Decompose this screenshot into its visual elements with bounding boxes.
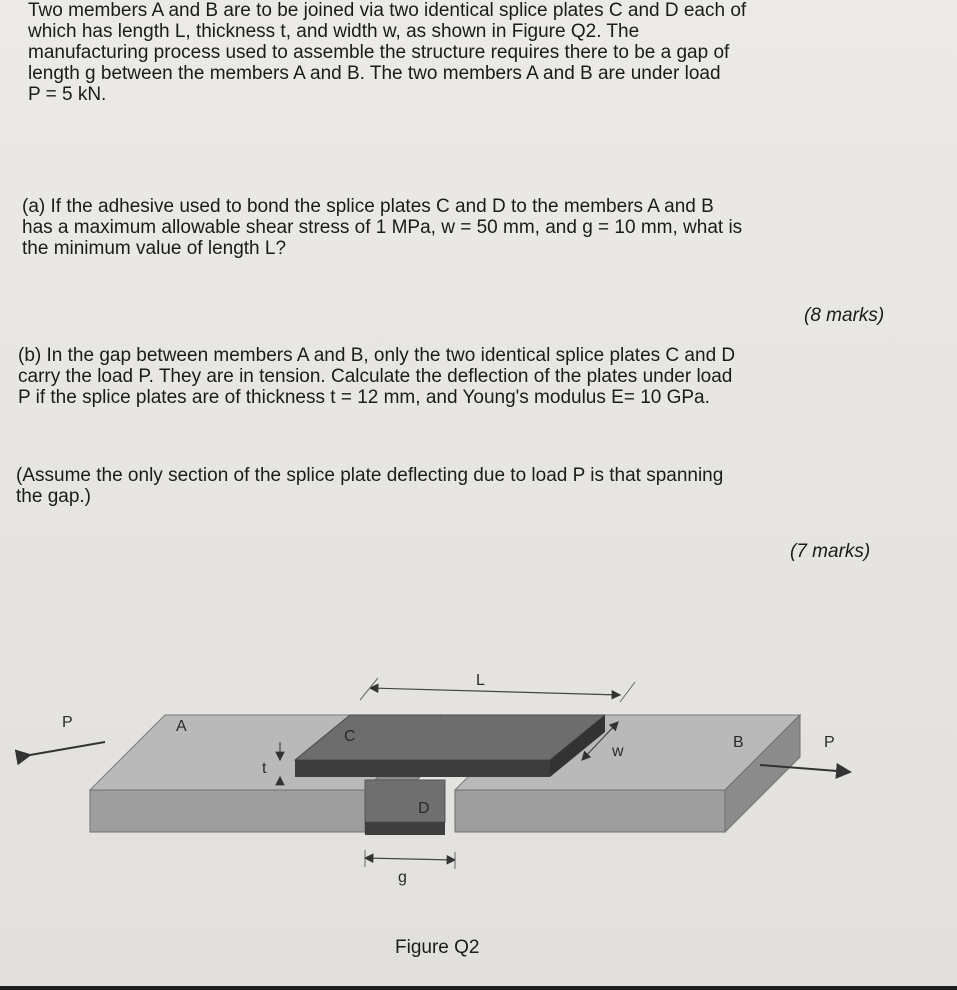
gap-label: g [398, 869, 407, 886]
gap-dimension-line [365, 858, 455, 860]
assumption-line: (Assume the only section of the splice plate deflecting due to load P is that spanning [16, 465, 724, 486]
part-b-marks: (7 marks) [790, 541, 871, 562]
length-extension-left [360, 678, 378, 700]
plate-c [295, 715, 605, 777]
plate-d-label: D [418, 800, 430, 817]
member-b-label: B [733, 734, 744, 751]
intro-line: Two members A and B are to be joined via two identical splice plates C and D each of [28, 0, 747, 21]
part-a-line: the minimum value of length L? [22, 238, 287, 259]
intro-line: P = 5 kN. [28, 84, 107, 105]
screen-bottom-edge [0, 986, 957, 990]
load-right-label: P [824, 734, 835, 751]
assumption-line: the gap.) [16, 486, 91, 507]
plate-d [365, 780, 445, 835]
thickness-label: t [262, 760, 267, 777]
problem-intro [28, 0, 746, 105]
part-a-marks: (8 marks) [804, 305, 885, 326]
part-a-line: (a) If the adhesive used to bond the splice plates C and D to the members A and B [22, 196, 714, 217]
part-a-line: has a maximum allowable shear stress of 1 MPa, w = 50 mm, and g = 10 mm, what is [22, 217, 743, 238]
intro-line: which has length L, thickness t, and width w, as shown in Figure Q2. The [28, 21, 640, 42]
length-label: L [476, 672, 485, 689]
part-b-line: carry the load P. They are in tension. Calculate the deflection of the plates under load [18, 366, 733, 387]
length-extension-right [620, 682, 635, 702]
plate-c-label: C [344, 728, 356, 745]
load-arrow-left [30, 742, 105, 755]
part-b-line: (b) In the gap between members A and B, only the two identical splice plates C and D [18, 345, 736, 366]
member-a-label: A [176, 718, 187, 735]
part-b-line: P if the splice plates are of thickness t = 12 mm, and Young's modulus E= 10 GPa. [18, 387, 710, 408]
intro-line: length g between the members A and B. The two members A and B are under load [28, 63, 721, 84]
load-left-label: P [62, 714, 73, 731]
assumption-note [16, 465, 723, 507]
width-label: w [612, 743, 624, 760]
length-dimension-line [370, 688, 620, 695]
figure-caption: Figure Q2 [395, 937, 480, 958]
part-b-question [18, 345, 735, 408]
part-a-question [22, 196, 742, 259]
intro-line: manufacturing process used to assemble the structure requires there to be a gap of [28, 42, 730, 63]
splice-joint-figure [0, 660, 957, 930]
